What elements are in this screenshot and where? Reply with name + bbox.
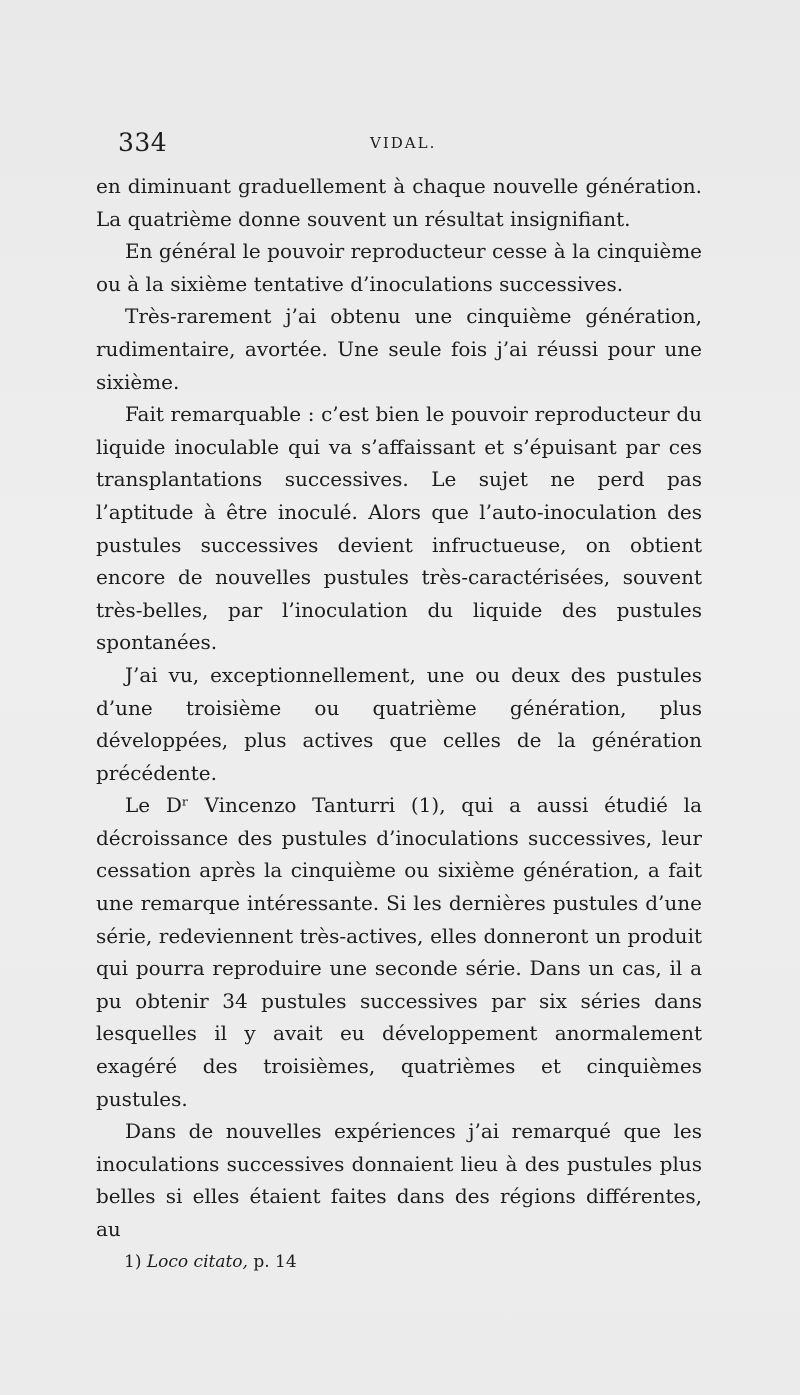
footnote-marker: 1) [124, 1252, 142, 1272]
paragraph: Fait remarquable : c’est bien le pouvoir reproducteur du liquide inoculable qui va s’affaissant et s’épuisant par ces transplantations successives. Le sujet ne perd pas l’aptitude à être inoculé. Alors que l’auto-inoculation des pustules successives devient infructueuse, on obtient encore de nouvelles pustules très-caractérisées, souvent très-belles, par l’inoculation du liquide des pustules spontanées. [96, 402, 702, 655]
footnote-title: Loco citato, [146, 1252, 248, 1272]
paragraph: en diminuant graduellement à chaque nouvelle génération. La quatrième donne souvent un résultat insignifiant. [96, 174, 702, 231]
running-head: VIDAL. [370, 134, 437, 152]
paragraph: Le Dʳ Vincenzo Tanturri (1), qui a aussi étudié la décroissance des pustules d’inoculations successives, leur cessation après la cinquième ou sixième génération, a fait une remarque intéressante. Si les dernières pustules d’une série, redeviennent très-actives, elles donneront un produit qui pourra reproduire une seconde série. Dans un cas, il a pu obtenir 34 pustules successives par six séries dans lesquelles il y avait eu développement anormalement exagéré des troisièmes, quatrièmes et cinquièmes pustules. [96, 793, 702, 1111]
paragraph: Dans de nouvelles expériences j’ai remarqué que les inoculations successives donnaient lieu à des pustules plus belles si elles étaient faites dans des régions différentes, au [96, 1119, 702, 1241]
page-header [118, 128, 700, 158]
paragraph: En général le pouvoir reproducteur cesse à la cinquième ou à la sixième tentative d’inoculations successives. [96, 239, 702, 296]
paragraph: J’ai vu, exceptionnellement, une ou deux des pustules d’une troisième ou quatrième génération, plus développées, plus actives que celles de la génération précédente. [96, 662, 702, 785]
paragraph: Très-rarement j’ai obtenu une cinquième génération, rudimentaire, avortée. Une seule fois j’ai réussi pour une sixième. [96, 304, 702, 394]
footnote-page: p. 14 [253, 1252, 297, 1272]
footnote [124, 1250, 297, 1274]
body-text [96, 170, 702, 1246]
page-number: 334 [118, 128, 168, 157]
